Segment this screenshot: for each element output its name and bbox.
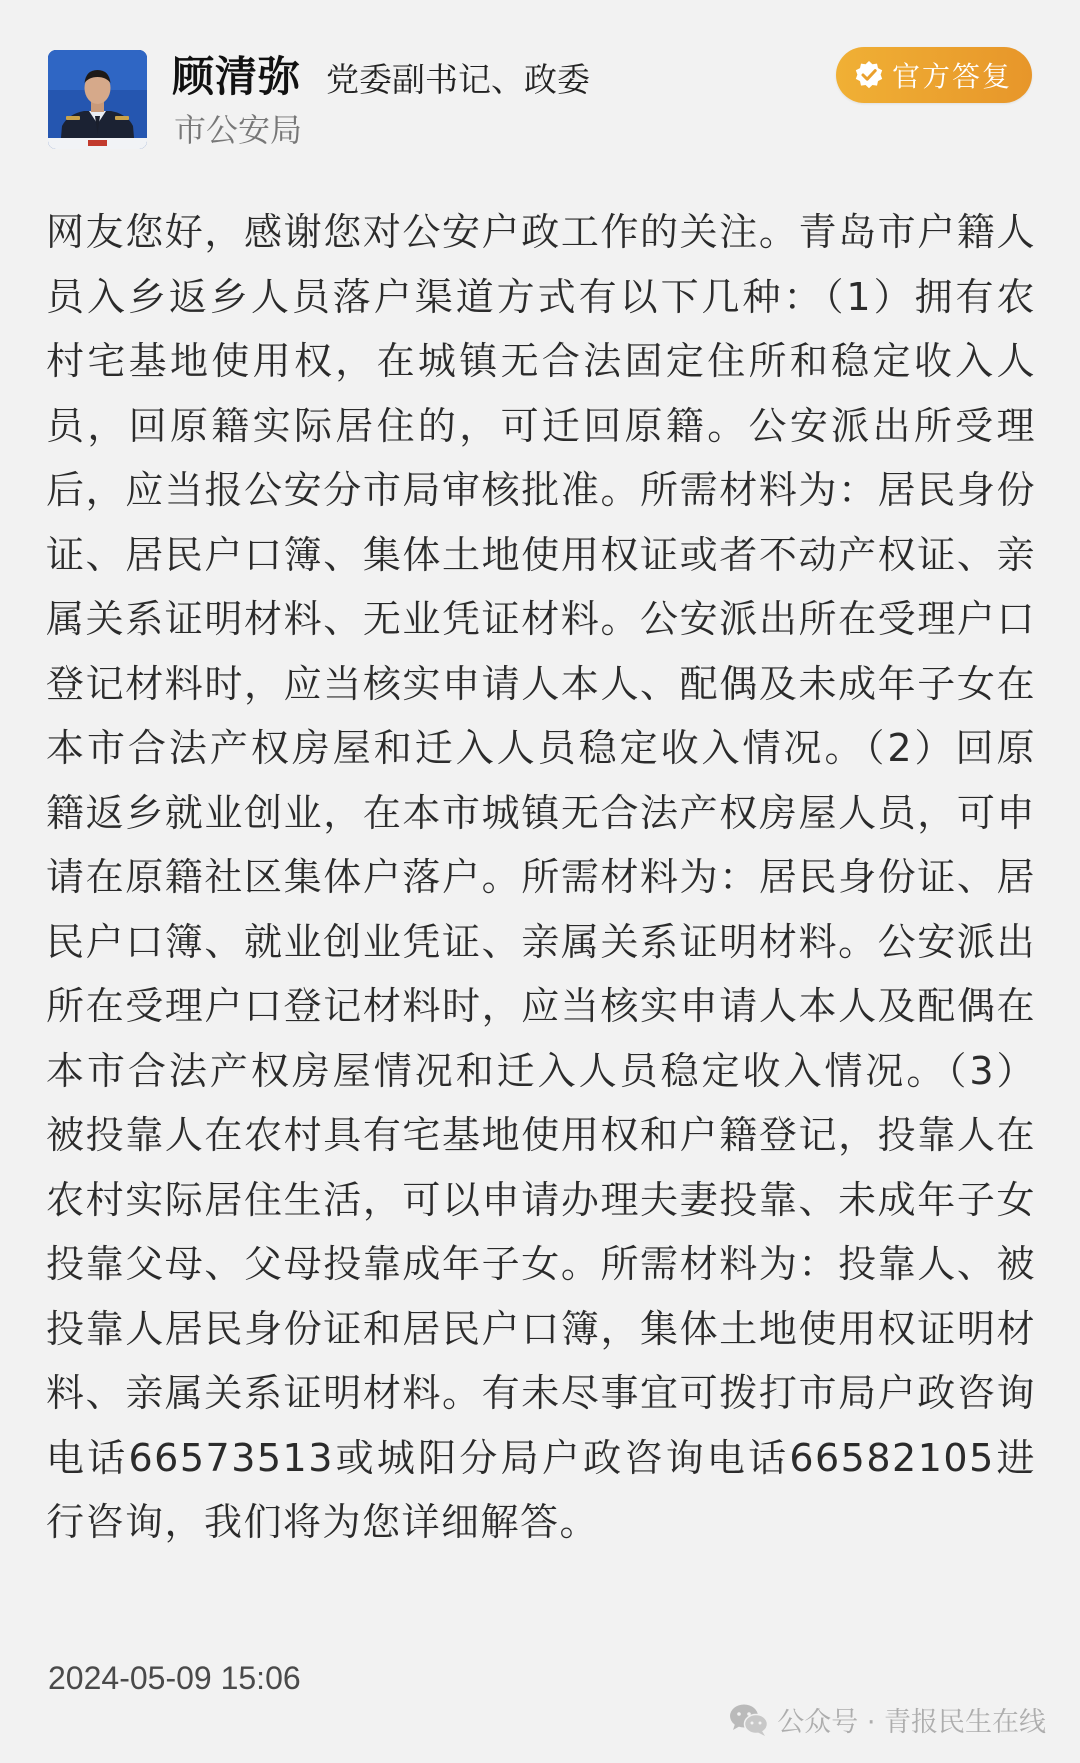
source-watermark xyxy=(729,1700,1046,1739)
watermark-text: 公众号 · 青报民生在线 xyxy=(777,1707,1046,1738)
reply-body: 网友您好，感谢您对公安户政工作的关注。青岛市户籍人员入乡返乡人员落户渠道方式有以下几种：（1）拥有农村宅基地使用权，在城镇无合法固定住所和稳定收入人员，回原籍实际居住的，可迁回原籍。公安派出所受理后，应当报公安分市局审核批准。所需材料为：居民身份证、居民户口簿、集体土地使用权证或者不动产权证、亲属关系证明材料、无业凭证材料。公安派出所在受理户口登记材料时，应当核实申请人本人、配偶及未成年子女在本市合法产权房屋和迁入人员稳定收入情况。（2）回原籍返乡就业创业，在本市城镇无合法产权房屋人员，可申请在原籍社区集体户落户。所需材料为：居民身份证、居民户口簿、就业创业凭证、亲属关系证明材料。公安派出所在受理户口登记材料时，应当核实申请人本人及配偶在本市合法产权房屋情况和迁入人员稳定收入情况。（3）被投靠人在农村具有宅基地使用权和户籍登记，投靠人在农村实际居住生活，可以申请办理夫妻投靠、未成年子女投靠父母、父母投靠成年子女。所需材料为：投靠人、被投靠人居民身份证和居民户口簿，集体土地使用权证明材料、亲属关系证明材料。有未尽事宜可拨打市局户政咨询电话66573513或城阳分局户政咨询电话66582105进行咨询，我们将为您详细解答。 xyxy=(46,210,1036,1544)
badge-label: 官方答复 xyxy=(892,60,1013,93)
reply-timestamp: 2024-05-09 15:06 xyxy=(48,1660,301,1696)
wechat-icon xyxy=(729,1703,769,1737)
avatar[interactable] xyxy=(48,50,147,149)
official-role: 党委副书记、政委 xyxy=(326,60,590,99)
official-reply-badge xyxy=(836,47,1032,103)
official-name: 顾清弥 xyxy=(172,52,302,101)
verified-check-icon xyxy=(854,60,884,90)
reply-header xyxy=(48,50,1032,150)
official-department: 市公安局 xyxy=(174,111,303,149)
official-portrait-avatar-icon xyxy=(48,50,147,149)
